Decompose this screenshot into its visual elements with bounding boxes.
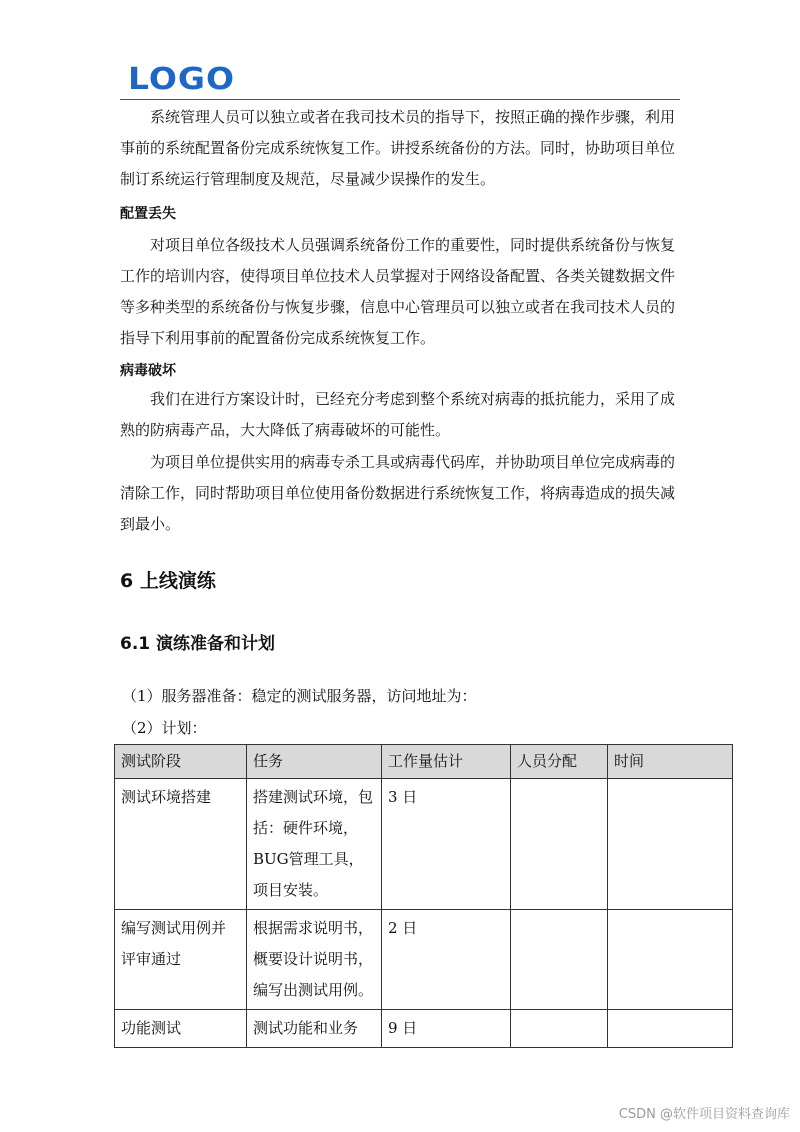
paragraph-virus-1: 我们在进行方案设计时，已经充分考虑到整个系统对病毒的抵抗能力，采用了成熟的防病毒产品，大大降低了病毒破坏的可能性。 xyxy=(120,390,676,439)
table-cell: 2 日 xyxy=(382,910,511,1010)
section-title: 6 上线演练 xyxy=(120,570,216,592)
plan-table xyxy=(114,744,733,1048)
table-cell xyxy=(608,910,733,1010)
table-cell xyxy=(608,779,733,910)
table-cell: 功能测试 xyxy=(115,1010,247,1048)
paragraph-recovery: 系统管理人员可以独立或者在我司技术员的指导下，按照正确的操作步骤，利用事前的系统配置备份完成系统恢复工作。讲授系统备份的方法。同时，协助项目单位制订系统运行管理制度及规范，尽量减少误操作的发生。 xyxy=(120,108,676,188)
paragraph-config-loss: 对项目单位各级技术人员强调系统备份工作的重要性，同时提供系统备份与恢复工作的培训内容，使得项目单位技术人员掌握对于网络设备配置、各类关键数据文件等多种类型的系统备份与恢复步骤，信息中心管理员可以独立或者在我司技术人员的指导下利用事前的配置备份完成系统恢复工作。 xyxy=(120,236,676,347)
table-row xyxy=(115,910,733,1010)
heading-virus: 病毒破坏 xyxy=(120,363,176,379)
table-cell: 测试功能和业务 xyxy=(247,1010,382,1048)
list-item-plan: （2）计划： xyxy=(122,719,207,737)
table-cell xyxy=(511,1010,608,1048)
page-header xyxy=(120,62,680,100)
table-header-cell: 任务 xyxy=(247,745,382,779)
table-header-cell: 测试阶段 xyxy=(115,745,247,779)
table-cell: 测试环境搭建 xyxy=(115,779,247,910)
table-cell: 3 日 xyxy=(382,779,511,910)
table-header-cell: 人员分配 xyxy=(511,745,608,779)
list-item-server: （1）服务器准备：稳定的测试服务器，访问地址为： xyxy=(122,687,477,705)
subsection-title: 6.1 演练准备和计划 xyxy=(120,634,276,654)
table-row xyxy=(115,779,733,910)
logo: LOGO xyxy=(128,60,236,97)
table-header-cell: 时间 xyxy=(608,745,733,779)
heading-config-loss: 配置丢失 xyxy=(120,206,176,222)
table-cell: 搭建测试环境，包括：硬件环境，BUG管理工具，项目安装。 xyxy=(247,779,382,910)
paragraph-virus-2: 为项目单位提供实用的病毒专杀工具或病毒代码库，并协助项目单位完成病毒的清除工作，同时帮助项目单位使用备份数据进行系统恢复工作，将病毒造成的损失减到最小。 xyxy=(120,453,676,533)
watermark: CSDN @软件项目资料查询库 xyxy=(618,1107,790,1122)
table-cell xyxy=(511,910,608,1010)
table-cell: 9 日 xyxy=(382,1010,511,1048)
table-row xyxy=(115,1010,733,1048)
table-cell xyxy=(511,779,608,910)
table-header-cell: 工作量估计 xyxy=(382,745,511,779)
table-cell: 根据需求说明书，概要设计说明书，编写出测试用例。 xyxy=(247,910,382,1010)
table-cell: 编写测试用例并评审通过 xyxy=(115,910,247,1010)
table-cell xyxy=(608,1010,733,1048)
header-divider xyxy=(120,99,680,100)
table-header-row xyxy=(115,745,733,779)
